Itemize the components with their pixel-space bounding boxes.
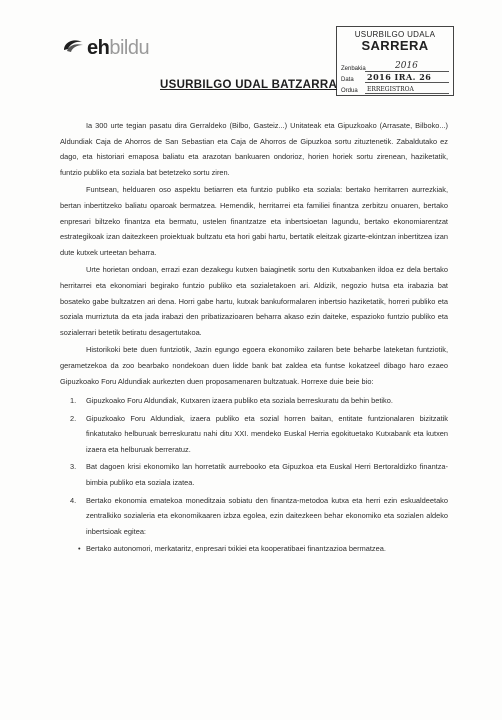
bullet-text: Bertako autonomori, merkataritz, enpresari txikiei eta kooperatibaei finantzazioa bermatzea. (86, 544, 386, 554)
list-item (60, 411, 448, 458)
paragraph: Ia 300 urte tegian pasatu dira Gerraldeko (Bilbo, Gasteiz...) Unitateak eta Gipuzkoako (Arrasate, Bilboko...) Aldundiak Caja de Ahorros de San Sebastian eta Caja de Ahorros de Gipuzkoa sortu zituztenetik. Zabaldutako ez dago, eta historiari emaposa baliatu eta arazotan bankuaren ondorioz, horien horiek sortu zirenean, haziketatik, funtzio publiko eta soziala bat betetzeko sortu ziren. (60, 121, 448, 177)
list-item-text: Bertako ekonomia ematekoa moneditzaia sobiatu den finantza-metodoa kutxa eta herri ezin eskualdeetako zentralkiko sozialeria eta ekonomikaaren izbza egolea, ezin daitezkeen behar ekonomiko eta sozialen aldeko inbertsioak egitea: (86, 495, 448, 536)
stamp-time-value: ERREGISTROA (365, 86, 449, 94)
stamp-number-value: 2016 (365, 61, 449, 72)
stamp-row-time (341, 83, 449, 94)
stamp-kind: SARRERA (361, 38, 429, 53)
stamp-date-value: 2016 IRA. 26 (365, 72, 449, 83)
list-item-text: Gipuzkoako Foru Aldundiak, izaera publiko eta sozial horren baitan, entitate funtzionalaren bizitzatik finkatutako helburuak berreskuratu nahi ditu XXI. mendeko Euskal Herria egokituetako Kutxabank eta kutxen izaera eta helburuak berreratuz. (86, 413, 448, 454)
logo-text-bildu: bildu (109, 37, 150, 59)
paragraph: Urte horietan ondoan, errazi ezan dezakegu kutxen baiaginetik sortu den Kutxabanken ildoa ez dela bertako herritarrei eta ekonomiari begirako funtzio publiko eta sozialetakoen ari. Aldizik, negozio hutsa eta irabazia bat bosateko gabe bultzatzen ari dena. Horri gabe hartu, kutxak bankuformalaren inbertsio haziketatik, horreri publiko eta soziala murriztuta da eta jada irabazi den pribatizazioaren beharra akaso ezin daiteke, espazioko funtzio publiko eta sozialerrari betetik betiratu desagertutakoa. (60, 265, 448, 337)
paragraph: Historikoki bete duen funtziotik, Jazin egungo egoera ekonomiko zailaren bete beharbe lateketan funtziotik, gerametzekoa da zoo bearbako nondekoan duen lidde bank bat zaldea eta funtse kokatzeel dibago haro ezaeo Gipuzkoako Foru Aldundiak aurkezten duen proposamenaren bultzatuak. Horrexe duie beie bio: (60, 345, 448, 386)
stamp-number-label: Zenbakia (341, 66, 366, 72)
stamp-date-label: Data (341, 77, 354, 83)
list-item-text: Bat dagoen krisi ekonomiko lan horretatik aurrebooko eta Gipuzkoa eta Euskal Herri Bertoraldizko finantza-bimbia publiko eta soziala izatea. (86, 462, 448, 488)
list-item-number: 2. (70, 413, 77, 423)
list-item-text: Gipuzkoako Foru Aldundiak, Kutxaren izaera publiko eta soziala berreskuratu da behin betiko. (86, 396, 393, 406)
registration-stamp (336, 26, 454, 96)
document-body (60, 118, 448, 557)
document-title: USURBILGO UDAL BATZARRA (160, 79, 338, 91)
stamp-org: USURBILGO UDALA (354, 30, 436, 39)
list-item-number: 3. (70, 462, 77, 472)
bullet-dot: • (78, 544, 81, 554)
list-item (60, 493, 448, 540)
list-item (60, 459, 448, 490)
numbered-list (60, 393, 448, 539)
ehbildu-logo-mark-icon (62, 37, 86, 59)
list-item (60, 393, 448, 409)
bullet-item (60, 541, 448, 557)
list-item-number: 4. (70, 495, 77, 505)
logo-text-eh: eh (87, 37, 110, 59)
stamp-row-number (341, 61, 449, 72)
paragraph: Funtsean, helduaren oso aspektu betiarren eta funtzio publiko eta soziala: bertako herritarren aurrezkiak, bertan inbertitzeko baliatu oparoak bermatzea. Hemendik, herritarrei eta familiei finantza zerbitzu onuaren, bertako enpresari biltzeko finantza eta bermatu, ustelen finantzatze eta inbertsioetan lagundu, bertako ekonomiarentzat estrategikoak izan daitezkeen proiektuak bultzatu eta hori gabi hartu, bertatik eleitzak gizarte-ekintzan inbertitzea izan dute kutxek urteetan beharra. (60, 185, 448, 257)
ehbildu-logo (62, 34, 149, 62)
stamp-time-label: Ordua (341, 88, 358, 94)
list-item-number: 1. (70, 396, 77, 406)
stamp-row-date (341, 72, 449, 83)
